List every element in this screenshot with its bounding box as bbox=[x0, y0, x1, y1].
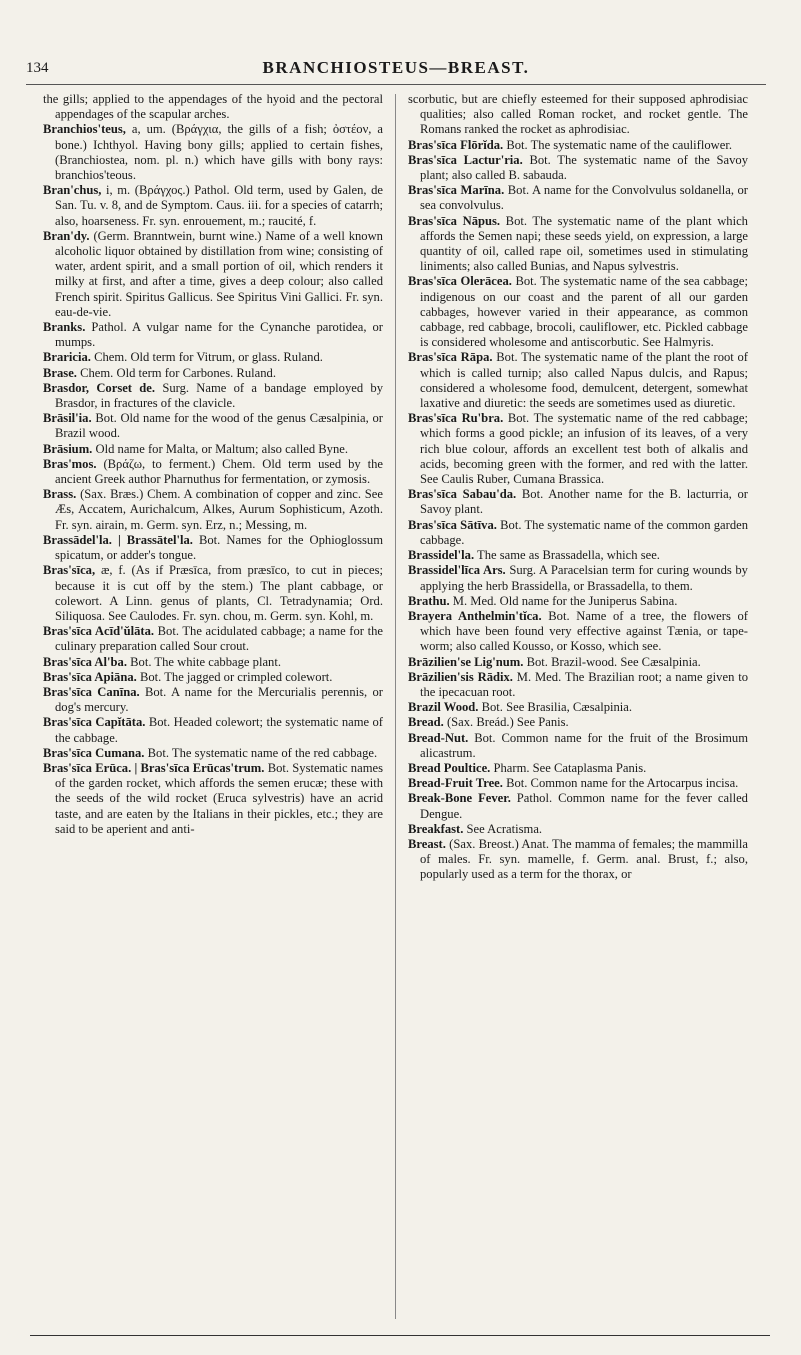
headword: Brathu. bbox=[408, 593, 450, 608]
dictionary-entry bbox=[408, 761, 748, 776]
dictionary-entry bbox=[43, 320, 383, 350]
dictionary-entry bbox=[408, 594, 748, 609]
page-number: 134 bbox=[26, 60, 49, 76]
definition: (Βράζω, to ferment.) Chem. Old term used by the ancient Greek author Pharnuthus for fermentation, or zymosis. bbox=[55, 456, 383, 487]
definition: (Sax. Breád.) See Panis. bbox=[446, 715, 569, 730]
dictionary-entry bbox=[408, 700, 748, 715]
headword: Bras'sīca Marīna. bbox=[408, 183, 505, 198]
headword: Brassādel'la. | Brassātel'la. bbox=[43, 532, 193, 547]
dictionary-entry bbox=[43, 685, 383, 715]
dictionary-entry bbox=[43, 533, 383, 563]
dictionary-entry bbox=[408, 822, 748, 837]
dictionary-entry bbox=[43, 670, 383, 685]
headword: Brāsium. bbox=[43, 441, 93, 456]
dictionary-entry bbox=[408, 731, 748, 761]
headword: Bras'sīca Acīd'ŭlāta. bbox=[43, 624, 155, 639]
headword: Bras'sīca Flōrĭda. bbox=[408, 137, 504, 152]
definition: scorbutic, but are chiefly esteemed for their supposed aphrodisiac qualities; also called Roman rocket, and rocket gentle. The Romans ranked the rocket as aphrodisiac. bbox=[408, 92, 748, 137]
dictionary-entry bbox=[408, 563, 748, 593]
page-header bbox=[26, 58, 766, 85]
headword: Bras'sīca Lactur'ria. bbox=[408, 152, 523, 167]
definition: Pathol. A vulgar name for the Cynanche parotidea, or mumps. bbox=[55, 320, 383, 350]
dictionary-entry bbox=[43, 350, 383, 365]
dictionary-entry bbox=[408, 776, 748, 791]
definition: Bot. See Brasilia, Cæsalpinia. bbox=[481, 700, 633, 715]
definition: æ, f. (As if Præsīca, from præsīco, to cut in pieces; because it is cut off by the stem.) The plant cabbage, or colewort. A Linn. genus of plants, Cl. Tetradynamia; Ord. Siliquosa. See Caulodes. Fr. syn. chou, m. Germ. syn. Kohl, m. bbox=[55, 563, 383, 623]
headword: Bras'sīca Apiāna. bbox=[43, 669, 137, 684]
headword: Bras'sīca Ru'bra. bbox=[408, 411, 504, 426]
dictionary-entry bbox=[408, 214, 748, 275]
definition: i, m. (Βράγχος.) Pathol. Old term, used by Galen, de San. Tu. v. 8, and de Symptom. Caus. iii. for a species of catarrh; also, hoarseness. Fr. syn. enrouement, m.; raucité, f. bbox=[55, 183, 383, 228]
headword: Bras'sīca Al'ba. bbox=[43, 654, 127, 669]
dictionary-entry bbox=[408, 138, 748, 153]
definition: Bot. Systematic names of the garden rocket, which affords the semen erucæ; these with the seeds of the wild rocket (Eruca sylvestris) have an acrid taste, and are eaten by the Italians in their pickles, etc.; they are said to be aperient and anti- bbox=[55, 760, 383, 836]
headword: Bread. bbox=[408, 715, 444, 730]
dictionary-entry bbox=[408, 350, 748, 411]
headword: Bread Poultice. bbox=[408, 760, 491, 775]
definition: Pharm. See Cataplasma Panis. bbox=[493, 760, 647, 775]
headword: Bran'chus, bbox=[43, 183, 102, 198]
definition: M. Med. The Brazilian root; a name given to the ipecacuan root. bbox=[420, 669, 748, 699]
definition: Bot. Old name for the wood of the genus Cæsalpinia, or Brazil wood. bbox=[55, 411, 383, 441]
dictionary-entry bbox=[43, 183, 383, 229]
definition: (Sax. Bræs.) Chem. A combination of copper and zinc. See Æs, Accatem, Aurichalcum, Alkes, Aurum Sophisticum, Azoth. Fr. syn. airain, m. Germ. syn. Erz, n.; Messing, m. bbox=[55, 487, 383, 532]
dictionary-entry bbox=[43, 366, 383, 381]
dictionary-entry bbox=[43, 761, 383, 837]
definition: Bot. Name of a tree, the flowers of which have been found very effective against Tænia, or tape-worm; also called Kousso, or Kosso, which see. bbox=[420, 608, 748, 654]
definition: Bot. Another name for the B. lacturria, or Savoy plant. bbox=[420, 487, 748, 517]
definition: Bot. Common name for the fruit of the Brosimum alicastrum. bbox=[420, 730, 748, 760]
definition: Bot. Brazil-wood. See Cæsalpinia. bbox=[526, 654, 701, 669]
headword: Braricia. bbox=[43, 350, 91, 365]
right-column bbox=[408, 92, 748, 1322]
dictionary-entry bbox=[408, 183, 748, 213]
definition: Bot. Common name for the Artocarpus incisa. bbox=[506, 776, 739, 791]
headword: Bras'sīca Capĭtāta. bbox=[43, 715, 146, 730]
dictionary-entry bbox=[43, 457, 383, 487]
headword: Branchios'teus, bbox=[43, 122, 126, 137]
headword: Breakfast. bbox=[408, 821, 464, 836]
definition: Bot. The systematic name of the red cabbage. bbox=[147, 745, 378, 760]
definition: (Germ. Branntwein, burnt wine.) Name of a well known alcoholic liquor obtained by distillation from wine; consisting of water, ardent spirit, and a small portion of oil, which renders it milky at first, and after a time, gives a deep colour; also called French spirit. Spiritus Gallicus. See Spiritus Vini Gallici. Fr. syn. eau-de-vie. bbox=[55, 228, 383, 319]
headword: Brāzilien'sis Rādix. bbox=[408, 669, 513, 684]
definition: Chem. Old term for Vitrum, or glass. Ruland. bbox=[94, 350, 323, 365]
headword: Brassidel'la. bbox=[408, 548, 475, 563]
dictionary-entry bbox=[43, 381, 383, 411]
headword: Brāzilien'se Lig'num. bbox=[408, 654, 524, 669]
headword: Brass. bbox=[43, 487, 77, 502]
dictionary-entry bbox=[408, 153, 748, 183]
definition: (Sax. Breost.) Anat. The mamma of females; the mammilla of males. Fr. syn. mamelle, f. Germ. anal. Brust, f.; also, popularly used as a term for the thorax, or bbox=[420, 836, 748, 882]
definition: M. Med. Old name for the Juniperus Sabina. bbox=[452, 593, 678, 608]
dictionary-entry bbox=[43, 746, 383, 761]
headword: Brāsil'ia. bbox=[43, 411, 92, 426]
headword: Brassidel'līca Ars. bbox=[408, 563, 506, 578]
headword: Brase. bbox=[43, 365, 77, 380]
headword: Break-Bone Fever. bbox=[408, 791, 511, 806]
definition: Bot. Headed colewort; the systematic name of the cabbage. bbox=[55, 715, 383, 745]
dictionary-entry bbox=[43, 229, 383, 320]
dictionary-entry bbox=[43, 442, 383, 457]
headword: Brayera Anthelmin'tĭca. bbox=[408, 608, 542, 623]
definition: Bot. The acidulated cabbage; a name for the culinary preparation called Sour crout. bbox=[55, 624, 383, 654]
headword: Breast. bbox=[408, 836, 446, 851]
definition: Bot. Names for the Ophioglossum spicatum, or adder's tongue. bbox=[55, 532, 383, 563]
dictionary-entry bbox=[43, 563, 383, 624]
headword: Bras'sīca Canīna. bbox=[43, 684, 140, 699]
dictionary-entry bbox=[408, 411, 748, 487]
dictionary-entry bbox=[408, 609, 748, 655]
definition: Bot. The systematic name of the sea cabbage; indigenous on our coast and the parent of all our garden cabbages, however varied in their appearance, as common cabbage, red cabbage, brocoli, cauliflower, etc. Pickled cabbage is considered wholesome and antiscorbutic. See Halmyris. bbox=[420, 274, 748, 350]
dictionary-entry bbox=[408, 837, 748, 883]
definition: Bot. The systematic name of the red cabbage; which forms a good pickle; an infusion of its leaves, of a very rich blue colour, affords an excellent test both of alkalis and acids, becoming green with the former, and red with the latter. See Caulis Ruber, Cumana Brassica. bbox=[420, 411, 748, 487]
definition: Surg. Name of a bandage employed by Brasdor, in fractures of the clavicle. bbox=[55, 380, 383, 411]
definition: Bot. The systematic name of the plant which affords the Semen napi; these seeds yield, on expression, a large quantity of oil, called rape oil, sometimes used in stimulating liniments; also called Bunias, and Napus sylvestris. bbox=[420, 213, 748, 274]
definition: Old name for Malta, or Maltum; also called Byne. bbox=[95, 441, 349, 456]
definition: Bot. The white cabbage plant. bbox=[130, 654, 281, 669]
definition: Bot. The systematic name of the common garden cabbage. bbox=[420, 517, 748, 547]
headword: Bras'mos. bbox=[43, 456, 97, 471]
dictionary-entry bbox=[408, 518, 748, 548]
column-divider bbox=[395, 94, 396, 1319]
dictionary-entry bbox=[408, 274, 748, 350]
definition: The same as Brassadella, which see. bbox=[477, 548, 660, 563]
dictionary-entry bbox=[43, 122, 383, 183]
definition: Bot. The systematic name of the Savoy plant; also called B. sabauda. bbox=[420, 152, 748, 183]
headword: Bras'sīca, bbox=[43, 563, 96, 578]
dictionary-entry bbox=[408, 487, 748, 517]
left-column bbox=[43, 92, 383, 1322]
definition: Surg. A Paracelsian term for curing wounds by applying the herb Brassidella, or Brassadella, to them. bbox=[420, 563, 748, 593]
headword: Brazil Wood. bbox=[408, 700, 479, 715]
definition: Bot. A name for the Convolvulus soldanella, or sea convolvulus. bbox=[420, 183, 748, 213]
dictionary-entry bbox=[43, 411, 383, 441]
dictionary-entry bbox=[43, 92, 383, 122]
definition: a, um. (Βράγχια, the gills of a fish; ὀστέον, a bone.) Ichthyol. Having bony gills; applied to certain fishes, (Branchiostea, nom. pl. n.) which have gills with bony rays: branchios'teous. bbox=[55, 122, 383, 183]
headword: Bras'sīca Sātīva. bbox=[408, 517, 497, 532]
definition: Bot. The jagged or crimpled colewort. bbox=[139, 669, 333, 684]
dictionary-entry bbox=[43, 655, 383, 670]
definition: Chem. Old term for Carbones. Ruland. bbox=[80, 365, 276, 380]
dictionary-entry bbox=[408, 655, 748, 670]
headword: Brasdor, Corset de. bbox=[43, 380, 156, 395]
bottom-rule bbox=[30, 1335, 770, 1336]
headword: Bread-Fruit Tree. bbox=[408, 776, 503, 791]
dictionary-entry bbox=[43, 624, 383, 654]
definition: the gills; applied to the appendages of the hyoid and the pectoral appendages of the scapular arches. bbox=[43, 92, 383, 122]
dictionary-entry bbox=[408, 670, 748, 700]
headword: Bras'sīca Cumana. bbox=[43, 745, 145, 760]
headword: Bread-Nut. bbox=[408, 730, 469, 745]
headword: Bran'dy. bbox=[43, 228, 90, 243]
headword: Bras'sīca Erūca. | Bras'sīca Erūcas'trum. bbox=[43, 760, 265, 775]
definition: See Acratisma. bbox=[466, 821, 543, 836]
headword: Bras'sīca Olerācea. bbox=[408, 274, 512, 289]
dictionary-entry bbox=[408, 548, 748, 563]
definition: Bot. The systematic name of the plant the root of which is called turnip; also called Napus dulcis, and Rapus; considered a wholesome food, demulcent, detergent, somewhat laxative and diuretic: the seeds are sometimes used as diuretic. bbox=[420, 350, 748, 411]
dictionary-entry bbox=[408, 715, 748, 730]
dictionary-entry bbox=[408, 791, 748, 821]
definition: Pathol. Common name for the fever called Dengue. bbox=[420, 791, 748, 821]
running-head: BRANCHIOSTEUS—BREAST. bbox=[262, 58, 530, 77]
headword: Bras'sīca Rāpa. bbox=[408, 350, 493, 365]
headword: Bras'sīca Nāpus. bbox=[408, 213, 501, 228]
dictionary-entry bbox=[43, 715, 383, 745]
definition: Bot. The systematic name of the cauliflower. bbox=[506, 137, 733, 152]
headword: Bras'sīca Sabau'da. bbox=[408, 487, 517, 502]
dictionary-entry bbox=[408, 92, 748, 138]
headword: Branks. bbox=[43, 320, 86, 335]
definition: Bot. A name for the Mercurialis perennis, or dog's mercury. bbox=[55, 684, 383, 715]
dictionary-entry bbox=[43, 487, 383, 533]
